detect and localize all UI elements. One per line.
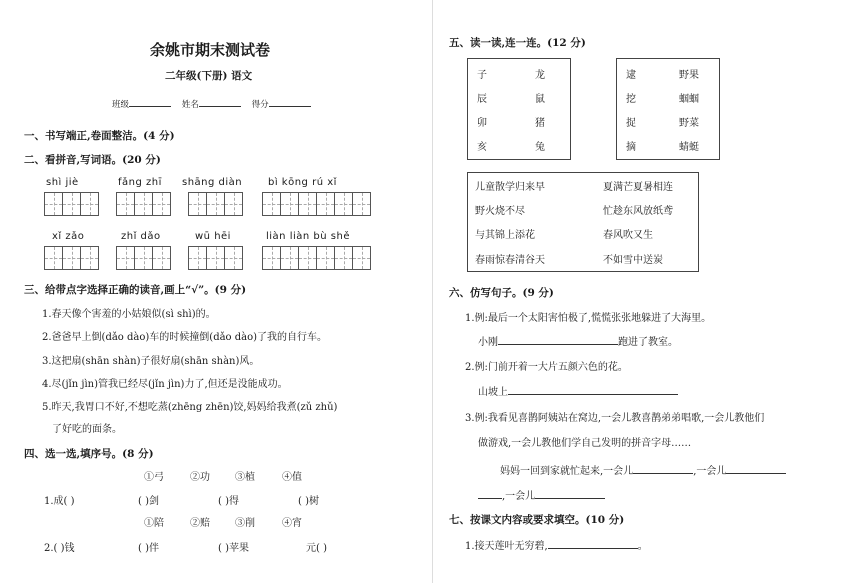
section6-q3-blank-2[interactable] bbox=[726, 463, 786, 474]
verb-left-1[interactable]: 逮 bbox=[626, 70, 636, 81]
answer-grid-bikongruxi[interactable] bbox=[262, 192, 371, 216]
pinyin-shijie: shì jiè bbox=[46, 177, 79, 188]
zodiac-right-1[interactable]: 龙 bbox=[535, 70, 545, 81]
pinyin-fangzhi: fǎng zhī bbox=[118, 177, 162, 188]
section4-blank-5[interactable]: 2.( )钱 bbox=[44, 543, 75, 554]
section6-q3-blank-3[interactable] bbox=[478, 488, 502, 499]
section4-opt-6: ②赔 bbox=[190, 518, 210, 529]
section6-q2-answer bbox=[478, 383, 678, 398]
zodiac-right-3[interactable]: 猪 bbox=[535, 118, 545, 129]
section6-q3-answer-line2 bbox=[478, 487, 605, 502]
poem-right-3[interactable]: 春风吹又生 bbox=[603, 230, 653, 241]
exam-subtitle: 二年级(下册) 语文 bbox=[165, 70, 253, 82]
section4-blank-1[interactable]: 1.成( ) bbox=[44, 496, 75, 507]
section7-q1-blank[interactable] bbox=[548, 538, 638, 549]
section2-title: 二、看拼音,写词语。(20 分) bbox=[24, 154, 161, 166]
answer-grid-shijie[interactable] bbox=[44, 192, 99, 216]
name-blank[interactable] bbox=[199, 96, 241, 107]
section6-q3-example-line2: 做游戏,一会儿教他们学自己发明的拼音字母…… bbox=[478, 438, 692, 449]
section6-q3-mid2: ,一会儿 bbox=[502, 491, 536, 502]
section6-q1-end: 跑进了教室。 bbox=[618, 337, 678, 348]
answer-grid-fangzhi[interactable] bbox=[116, 192, 171, 216]
verb-left-4[interactable]: 摘 bbox=[626, 142, 636, 153]
pinyin-xizao: xǐ zǎo bbox=[52, 231, 85, 242]
section4-title: 四、选一选,填序号。(8 分) bbox=[24, 448, 154, 460]
poem-right-1[interactable]: 夏满芒夏暑相连 bbox=[603, 182, 673, 193]
zodiac-left-4[interactable]: 亥 bbox=[477, 142, 487, 153]
pinyin-zhidao: zhǐ dǎo bbox=[121, 231, 161, 242]
section4-opt-1: ①弓 bbox=[144, 472, 164, 483]
section4-opt-8: ④宵 bbox=[282, 518, 302, 529]
score-label: 得分 bbox=[251, 100, 269, 110]
section6-q1-blank[interactable] bbox=[498, 334, 618, 345]
section4-opt-5: ①陪 bbox=[144, 518, 164, 529]
verb-left-3[interactable]: 捉 bbox=[626, 118, 636, 129]
section6-q3-blank-4[interactable] bbox=[535, 488, 605, 499]
answer-grid-lianlianbushe[interactable] bbox=[262, 246, 371, 270]
exam-title: 余姚市期末测试卷 bbox=[150, 41, 271, 59]
poem-left-1[interactable]: 儿童散学归来早 bbox=[475, 182, 545, 193]
poem-left-4[interactable]: 春雨惊春清谷天 bbox=[475, 255, 545, 266]
student-info bbox=[112, 96, 311, 110]
pinyin-bikongruxi: bì kōng rú xǐ bbox=[268, 177, 337, 188]
section4-blank-6[interactable]: ( )伴 bbox=[138, 543, 159, 554]
section4-opt-2: ②功 bbox=[190, 472, 210, 483]
zodiac-right-4[interactable]: 兔 bbox=[535, 142, 545, 153]
section7-title: 七、按课文内容或要求填空。(10 分) bbox=[449, 514, 625, 526]
verb-right-3[interactable]: 野菜 bbox=[679, 118, 699, 129]
section4-blank-2[interactable]: ( )剑 bbox=[138, 496, 159, 507]
verb-right-2[interactable]: 蝈蝈 bbox=[679, 94, 699, 105]
answer-grid-wuhei[interactable] bbox=[188, 246, 243, 270]
zodiac-left-1[interactable]: 子 bbox=[477, 70, 487, 81]
class-label: 班级 bbox=[112, 100, 130, 110]
answer-grid-xizao[interactable] bbox=[44, 246, 99, 270]
section6-q3-start: 妈妈一回到家就忙起来,一会儿 bbox=[500, 466, 634, 477]
section6-q3-example-line1: 3.例:我看见喜鹊阿姨站在窝边,一会儿教喜鹊弟弟唱歌,一会儿教他们 bbox=[465, 413, 765, 424]
page-divider bbox=[432, 0, 433, 583]
pinyin-lianlianbushe: liàn liàn bù shě bbox=[266, 231, 350, 242]
section7-q1-text: 1.接天莲叶无穷碧, bbox=[465, 541, 548, 552]
section6-q1-example: 1.例:最后一个太阳害怕极了,慌慌张张地躲进了大海里。 bbox=[465, 313, 712, 324]
section6-q3-mid: ,一会儿 bbox=[693, 466, 727, 477]
zodiac-left-3[interactable]: 卯 bbox=[477, 118, 487, 129]
poem-right-2[interactable]: 忙趁东风放纸鸢 bbox=[603, 206, 673, 217]
poem-right-4[interactable]: 不如雪中送炭 bbox=[603, 255, 663, 266]
section4-blank-7[interactable]: ( )苹果 bbox=[218, 543, 249, 554]
section3-item-2: 2.爸爸早上倒(dǎo dào)车的时候撞倒(dǎo dào)了我的自行车。 bbox=[42, 332, 328, 343]
zodiac-right-2[interactable]: 鼠 bbox=[535, 94, 545, 105]
verb-right-1[interactable]: 野果 bbox=[679, 70, 699, 81]
poem-left-3[interactable]: 与其锦上添花 bbox=[475, 230, 535, 241]
section3-title: 三、给带点字选择正确的读音,画上“√”。(9 分) bbox=[24, 284, 247, 296]
section4-blank-4[interactable]: ( )树 bbox=[298, 496, 319, 507]
section1-title: 一、书写端正,卷面整洁。(4 分) bbox=[24, 130, 175, 142]
section6-q2-example: 2.例:门前开着一大片五颜六色的花。 bbox=[465, 362, 628, 373]
section7-q1: 1.接天莲叶无穷碧, 。 bbox=[465, 537, 648, 552]
section5-title: 五、读一读,连一连。(12 分) bbox=[449, 37, 586, 49]
section6-q3-answer-line1 bbox=[500, 462, 786, 477]
verb-right-4[interactable]: 蜻蜓 bbox=[679, 142, 699, 153]
section3-item-3: 3.这把扇(shān shàn)子很好扇(shān shàn)风。 bbox=[42, 356, 260, 367]
section6-title: 六、仿写句子。(9 分) bbox=[449, 287, 554, 299]
section3-item-5-cont: 了好吃的面条。 bbox=[52, 424, 122, 435]
section3-item-5: 5.昨天,我胃口不好,不想吃蒸(zhēng zhēn)饺,妈妈给我煮(zǔ zhǔ) bbox=[42, 402, 338, 413]
section6-q2-blank[interactable] bbox=[508, 384, 678, 395]
pinyin-wuhei: wū hēi bbox=[195, 231, 231, 242]
section4-opt-4: ④值 bbox=[282, 472, 302, 483]
section4-blank-8[interactable]: 元( ) bbox=[306, 543, 327, 554]
answer-grid-shangdian[interactable] bbox=[188, 192, 243, 216]
score-blank[interactable] bbox=[269, 96, 311, 107]
poem-left-2[interactable]: 野火烧不尽 bbox=[475, 206, 525, 217]
zodiac-left-2[interactable]: 辰 bbox=[477, 94, 487, 105]
class-blank[interactable] bbox=[129, 96, 171, 107]
section4-opt-3: ③植 bbox=[235, 472, 255, 483]
section3-item-4: 4.尽(jǐn jìn)管我已经尽(jǐn jìn)力了,但还是没能成功。 bbox=[42, 379, 288, 390]
section4-opt-7: ③削 bbox=[235, 518, 255, 529]
section4-blank-3[interactable]: ( )得 bbox=[218, 496, 239, 507]
name-label: 姓名 bbox=[181, 100, 199, 110]
section6-q3-blank-1[interactable] bbox=[633, 463, 693, 474]
pinyin-shangdian: shāng diàn bbox=[182, 177, 243, 188]
section6-q2-start: 山坡上 bbox=[478, 387, 508, 398]
answer-grid-zhidao[interactable] bbox=[116, 246, 171, 270]
section6-q1-answer bbox=[478, 333, 678, 348]
section3-item-1: 1.春天像个害羞的小姑娘似(sì shì)的。 bbox=[42, 309, 216, 320]
verb-left-2[interactable]: 挖 bbox=[626, 94, 636, 105]
section6-q1-start: 小刚 bbox=[478, 337, 498, 348]
